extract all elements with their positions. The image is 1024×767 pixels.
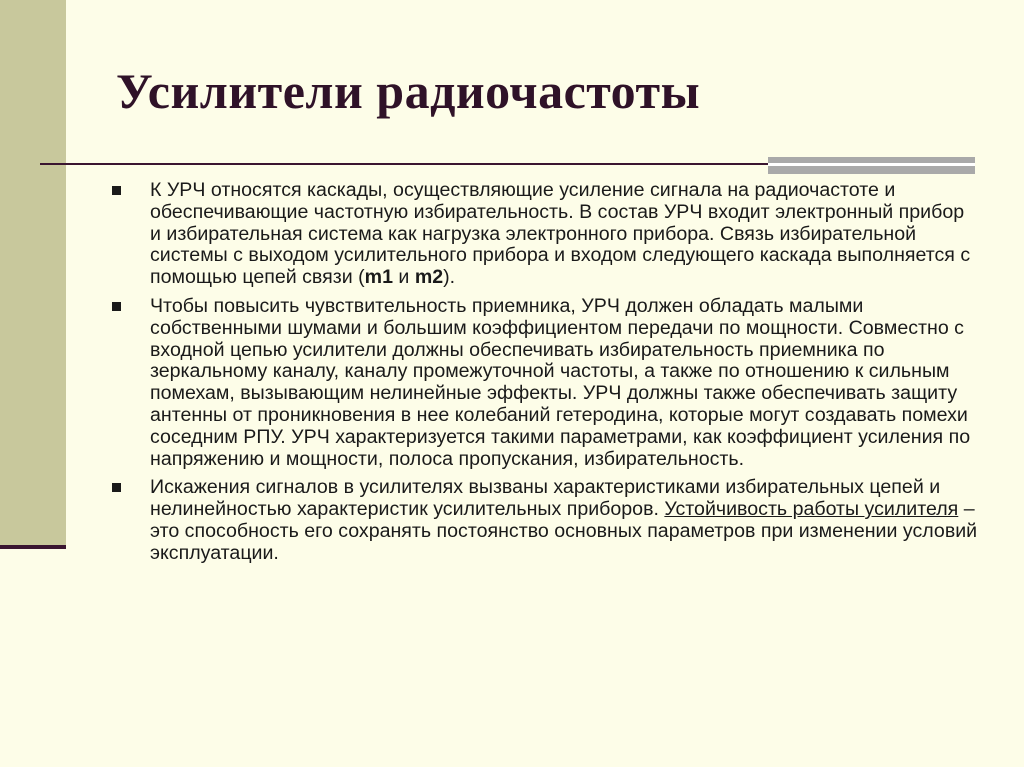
bullet-list: [110, 180, 980, 572]
title-divider-accent-stripe: [768, 163, 975, 166]
decorative-side-bar: [0, 0, 66, 547]
bullet-text: Чтобы повысить чувствительность приемника, УРЧ должен обладать малыми собственными шумами и большим коэффициентом передачи по мощности. Совместно с входной цепью усилители должны обеспечивать избирательность приемника по зеркальному каналу, каналу промежуточной частоты, а также по отношению к сильным помехам, вызывающим нелинейные эффекты. УРЧ должны также обеспечивать защиту антенны от проникновения в нее колебаний гетеродина, которые могут создавать помехи соседним РПУ. УРЧ характеризуется такими параметрами, как коэффициент усиления по напряжению и мощности, полоса пропускания, избирательность.: [150, 294, 971, 470]
side-bar-divider: [0, 545, 66, 549]
bullet-text-bold: m1: [364, 266, 393, 289]
bullet-text: ).: [443, 266, 456, 289]
bullet-text-bold: m2: [414, 266, 444, 289]
square-bullet-icon: [112, 483, 121, 492]
bullet-text-underlined: Устойчивость работы усилителя: [664, 498, 959, 521]
slide-title: Усилители радиочастоты: [116, 63, 701, 119]
bullet-text: и: [392, 266, 415, 289]
bullet-item: [110, 296, 980, 470]
square-bullet-icon: [112, 186, 121, 195]
bullet-item: [110, 180, 980, 289]
bullet-text: – это способность его сохранять постоянство основных параметров при изменении условий эксплуатации.: [150, 498, 978, 564]
bullet-item: [110, 477, 980, 564]
bullet-text: К УРЧ относятся каскады, осуществляющие усиление сигнала на радиочастоте и обеспечивающие частотную избирательность. В состав УРЧ входит электронный прибор и избирательная система как нагрузка электронного прибора. Связь избирательной системы с выходом усилительного прибора и входом следующего каскада выполняется с помощью цепей связи (: [150, 179, 971, 289]
bullet-text: Искажения сигналов в усилителях вызваны характеристиками избирательных цепей и нелинейностью характеристик усилительных приборов.: [150, 476, 941, 521]
square-bullet-icon: [112, 302, 121, 311]
